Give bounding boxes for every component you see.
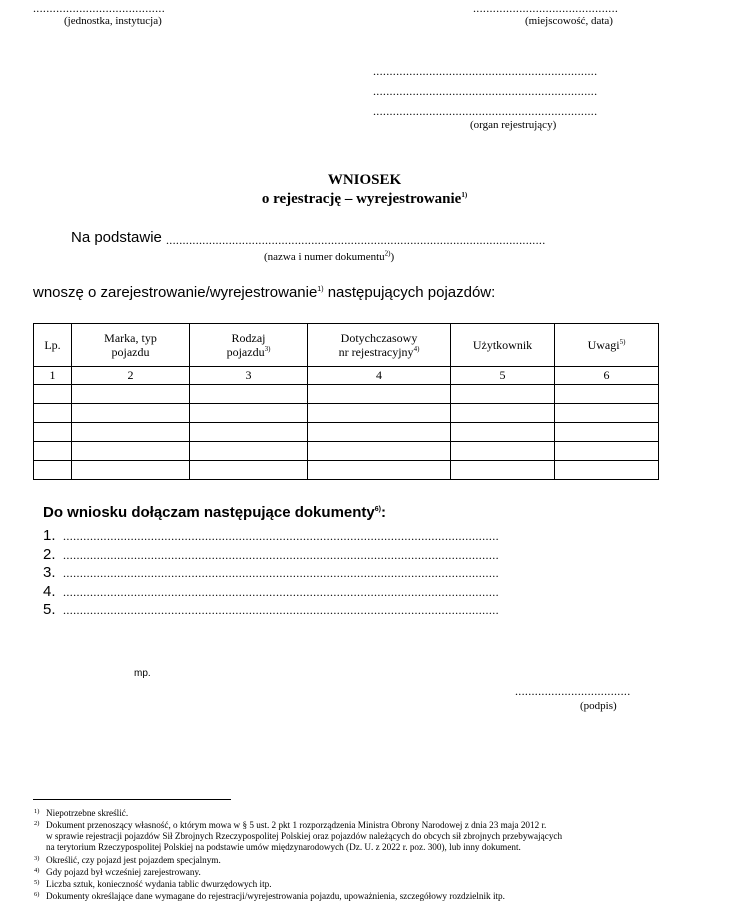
table-cell[interactable] [72, 385, 190, 404]
column-number: 1 [34, 367, 72, 385]
header-line-1: Marka, typ [104, 331, 157, 345]
unit-dots-line[interactable]: ........................................ [33, 1, 165, 15]
document-list-item [43, 583, 499, 600]
document-list-item [43, 601, 499, 618]
table-row [34, 442, 659, 461]
table-cell[interactable] [308, 461, 451, 480]
item-number: 5. [43, 601, 56, 618]
table-cell[interactable] [555, 385, 659, 404]
subtitle-text: o rejestrację – wyrejestrowanie [261, 191, 462, 207]
footnote-text: Dokument przenoszący własność, o którym mowa w § 5 ust. 2 pkt 1 rozporządzenia Ministra Obrony Narodowej z dnia 23 maja 2012 r. [46, 820, 547, 830]
header-line-2: nr rejestracyjny [338, 345, 414, 359]
column-number: 5 [451, 367, 555, 385]
column-header [308, 324, 451, 367]
footnote-text: w sprawie rejestracji pojazdów Sił Zbrojnych Rzeczypospolitej Polskiej oraz pojazdów należących do obcych sił zbrojnych przebywających [46, 831, 563, 841]
table-cell[interactable] [555, 423, 659, 442]
organ-dots-line-1[interactable]: .................................................................... [373, 64, 598, 78]
item-dots-line[interactable]: ................................................................................................................................. [63, 566, 500, 580]
stamp-place-label: mp. [134, 668, 151, 679]
item-dots-line[interactable]: ................................................................................................................................. [63, 529, 500, 543]
basis-label: Na podstawie [71, 229, 162, 246]
table-cell[interactable] [190, 385, 308, 404]
place-date-dots-line[interactable]: ............................................ [473, 1, 619, 15]
footnote-ref: 4) [413, 345, 420, 353]
documents-heading-colon: : [380, 504, 386, 521]
documents-heading-text: Do wniosku dołączam następujące dokumenty [43, 504, 375, 521]
column-number: 6 [555, 367, 659, 385]
header-line-2: pojazdu [226, 345, 265, 359]
footnote-number: 6) [34, 891, 40, 898]
header-line-1: Uwagi [587, 338, 620, 352]
table-cell[interactable] [34, 423, 72, 442]
vehicles-table [33, 323, 659, 480]
document-list-item [43, 527, 499, 544]
table-cell[interactable] [72, 423, 190, 442]
table-cell[interactable] [34, 385, 72, 404]
table-cell[interactable] [555, 442, 659, 461]
organ-caption: (organ rejestrujący) [470, 119, 557, 131]
documents-heading [43, 504, 386, 521]
document-list-item [43, 546, 499, 563]
item-dots-line[interactable]: ................................................................................................................................. [63, 603, 500, 617]
table-cell[interactable] [72, 442, 190, 461]
table-cell[interactable] [190, 404, 308, 423]
basis-caption-text: (nazwa i numer dokumentu [264, 251, 385, 263]
footnote-ref: 1) [461, 191, 468, 199]
document-subtitle [0, 191, 729, 208]
footnote-ref: 5) [619, 338, 626, 346]
header-line-2: pojazdu [111, 345, 150, 359]
footnote-number: 3) [34, 855, 40, 862]
table-cell[interactable] [555, 404, 659, 423]
table-cell[interactable] [34, 442, 72, 461]
request-text: wnoszę o zarejestrowanie/wyrejestrowanie [33, 284, 318, 301]
table-row [34, 385, 659, 404]
signature-dots-line[interactable]: ................................... [515, 684, 631, 698]
column-header [72, 324, 190, 367]
table-cell[interactable] [308, 385, 451, 404]
table-cell[interactable] [190, 423, 308, 442]
footnote-text: Niepotrzebne skreślić. [46, 808, 129, 818]
table-cell[interactable] [451, 442, 555, 461]
footnote-separator [33, 799, 231, 800]
item-number: 1. [43, 527, 56, 544]
request-sentence [33, 284, 495, 301]
item-dots-line[interactable]: ................................................................................................................................. [63, 584, 500, 599]
item-number: 2. [43, 545, 56, 563]
table-row [34, 423, 659, 442]
column-header [190, 324, 308, 367]
header-line-1: Dotychczasowy [340, 331, 418, 345]
footnote-number: 1) [34, 808, 40, 815]
table-cell[interactable] [451, 385, 555, 404]
document-title: WNIOSEK [327, 172, 402, 188]
footnote-text: Dokumenty określające dane wymagane do rejestracji/wyrejestrowania pojazdu, upoważnienia, szczegółowy rozdzielnik itp. [46, 891, 505, 901]
footnote-ref: 6) [374, 506, 381, 513]
footnote-ref: 3) [264, 345, 271, 353]
item-dots-line[interactable]: ................................................................................................................................. [63, 547, 500, 562]
column-header [34, 324, 72, 367]
signature-caption: (podpis) [580, 700, 617, 712]
unit-caption: (jednostka, instytucja) [64, 15, 162, 27]
basis-caption-close: ) [390, 251, 395, 263]
table-cell[interactable] [190, 461, 308, 480]
footnote-number: 2) [34, 820, 40, 827]
header-line-1: Lp. [44, 338, 61, 352]
basis-dots-line[interactable]: ................................................................................................................... [166, 233, 546, 247]
request-text-after: następujących pojazdów: [323, 284, 496, 301]
footnote-number: 4) [34, 867, 40, 874]
place-date-caption: (miejscowość, data) [525, 15, 613, 27]
table-cell[interactable] [72, 461, 190, 480]
footnote-number: 5) [34, 879, 40, 886]
item-number: 3. [43, 564, 56, 581]
table-cell[interactable] [72, 404, 190, 423]
table-cell[interactable] [451, 423, 555, 442]
document-list-item [43, 564, 499, 581]
table-cell[interactable] [190, 442, 308, 461]
table-row [34, 461, 659, 480]
table-cell[interactable] [451, 461, 555, 480]
footnote-text: Określić, czy pojazd jest pojazdem specjalnym. [46, 855, 221, 865]
table-cell[interactable] [34, 461, 72, 480]
footnote-ref: 1) [317, 286, 324, 293]
column-number: 4 [308, 367, 451, 385]
header-line-1: Rodzaj [231, 331, 266, 345]
table-cell[interactable] [34, 404, 72, 423]
column-number: 2 [72, 367, 190, 385]
table-cell[interactable] [308, 404, 451, 423]
footnote-text: na terytorium Rzeczypospolitej Polskiej na podstawie umów międzynarodowych (Dz. U. z 2022 r. poz. 300), lub inny dokument. [46, 842, 521, 852]
column-number: 3 [190, 367, 308, 385]
table-cell[interactable] [451, 404, 555, 423]
item-number: 4. [43, 582, 56, 600]
table-row [34, 404, 659, 423]
organ-dots-line-2[interactable]: .................................................................... [373, 84, 598, 98]
organ-dots-line-3[interactable]: .................................................................... [373, 104, 598, 118]
basis-caption [264, 251, 394, 263]
column-header [451, 324, 555, 367]
table-cell[interactable] [555, 461, 659, 480]
table-cell[interactable] [308, 423, 451, 442]
table-cell[interactable] [308, 442, 451, 461]
footnote-ref: 2) [384, 249, 391, 258]
column-header [555, 324, 659, 367]
footnote-text: Gdy pojazd był wcześniej zarejestrowany. [46, 867, 201, 877]
header-line-1: Użytkownik [472, 338, 533, 352]
footnote-text: Liczba sztuk, konieczność wydania tablic dwurzędowych itp. [46, 879, 272, 889]
